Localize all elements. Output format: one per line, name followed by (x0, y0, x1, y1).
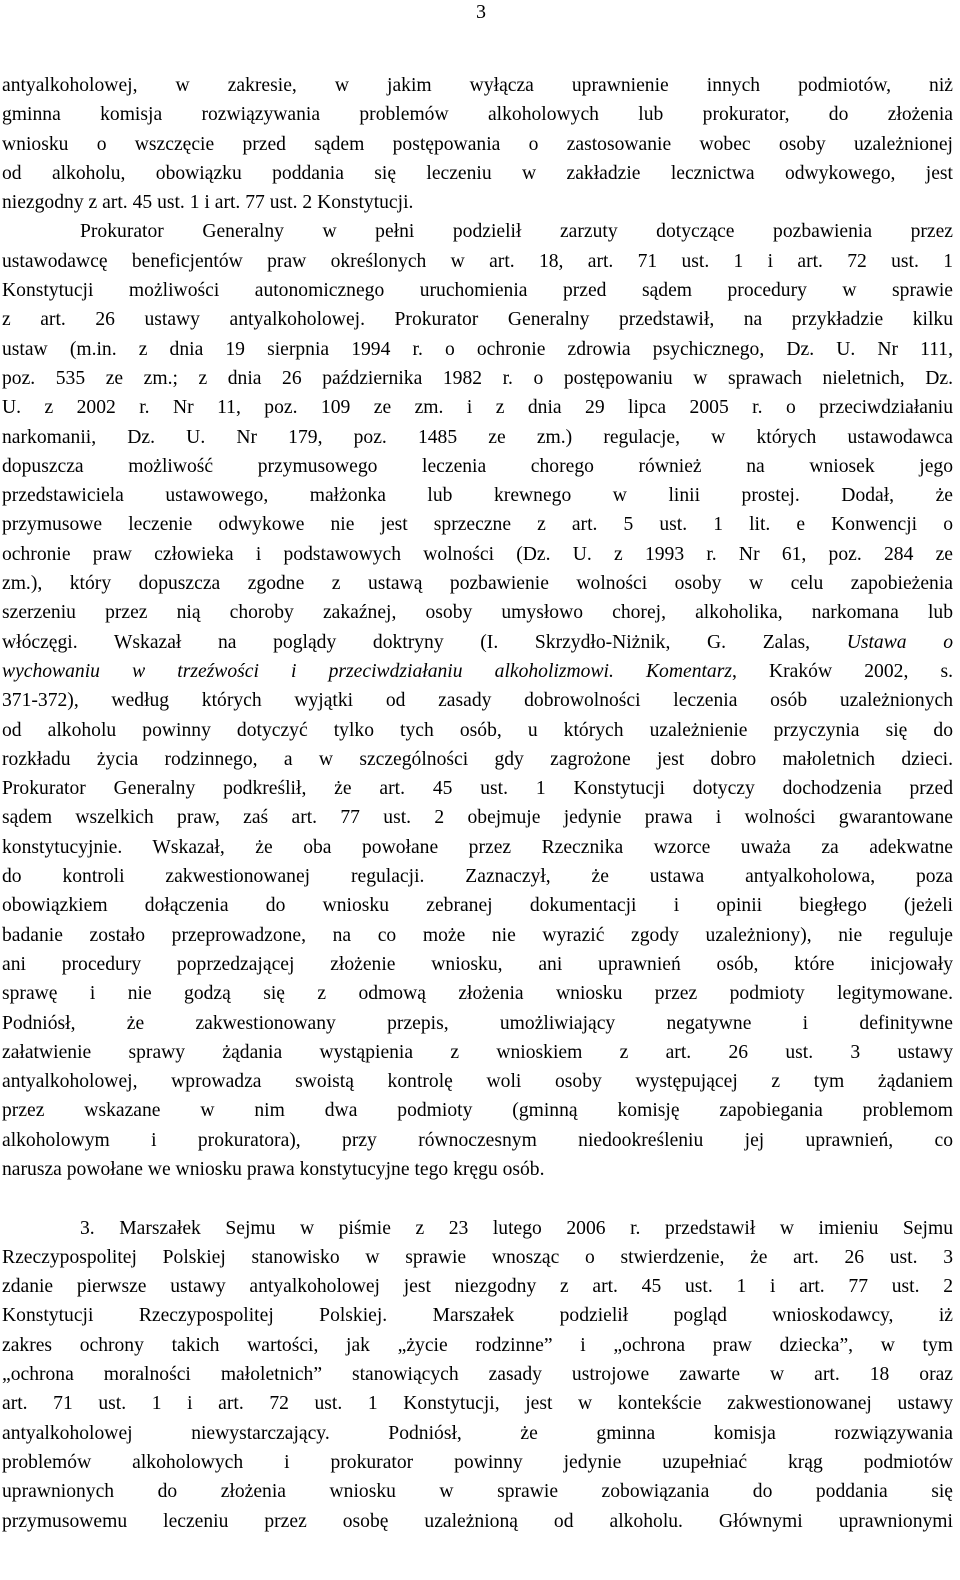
document-body (2, 71, 953, 1536)
paragraph-prosecutor-general (2, 217, 953, 1184)
text-line: ani procedury poprzedzającej złożenie wniosku, ani uprawnień osób, które inicjowały (2, 953, 953, 975)
text-line: „ochrona moralności małoletnich” stanowiących zasady ustrojowe zawarte w art. 18 oraz (2, 1364, 953, 1386)
paragraph-sejm-marshal (2, 1214, 953, 1536)
text-line: narusza powołane we wniosku prawa konstytucyjne tego kręgu osób. (2, 1158, 545, 1180)
text-line: obowiązkiem dołączenia do wniosku zebranej dokumentacji i opinii biegłego (jeżeli (2, 895, 953, 917)
text-line: sprawę i nie godzą się z odmową złożenia wniosku przez podmioty legitymowane. (2, 983, 953, 1005)
paragraph-spacer (2, 1184, 953, 1213)
text-fragment: , Kraków 2002, s. (731, 660, 953, 682)
text-line: przymusowe leczenie odwykowe nie jest sprzeczne z art. 5 ust. 1 lit. e Konwencji o (2, 514, 953, 536)
text-line: wniosku o wszczęcie przed sądem postępowania o zastosowanie wobec osoby uzależnionej (2, 133, 953, 155)
text-line: zakres ochrony takich wartości, jak „życie rodzinne” i „ochrona praw dziecka”, w tym (2, 1334, 953, 1356)
text-line: alkoholowym i prokuratora), przy równoczesnym niedookreśleniu jej uprawnień, co (2, 1129, 953, 1151)
text-line: do kontroli zakwestionowanej regulacji. Zaznaczył, że ustawa antyalkoholowa, poza (2, 866, 953, 888)
text-line: z art. 26 ustawy antyalkoholowej. Prokurator Generalny przedstawił, na przykładzie kilku (2, 309, 953, 331)
text-line: od alkoholu powinny dotyczyć tylko tych osób, u których uzależnienie przyczynia się do (2, 719, 953, 741)
text-line: szerzeniu przez nią choroby zakaźnej, osoby umysłowo chorej, alkoholika, narkomana lub (2, 602, 953, 624)
text-line: antyalkoholowej niewystarczający. Podniósł, że gminna komisja rozwiązywania (2, 1422, 953, 1444)
text-line (2, 628, 953, 657)
text-line: zm.), który dopuszcza zgodne z ustawą pozbawienie wolności osoby w celu zapobieżenia (2, 573, 953, 595)
text-line: badanie zostało przeprowadzone, na co może nie wyrazić zgody uzależniony), nie reguluje (2, 924, 953, 946)
text-line: przedstawiciela ustawowego, małżonka lub krewnego w linii prostej. Dodał, że (2, 485, 953, 507)
text-line: antyalkoholowej, wprowadza swoistą kontrolę woli osoby występującej z tym żądaniem (2, 1071, 953, 1093)
text-line: Prokurator Generalny podkreślił, że art. 45 ust. 1 Konstytucji dotyczy dochodzenia przed (2, 778, 953, 800)
text-line: konstytucyjnie. Wskazał, że oba powołane przez Rzecznika wzorce uważa za adekwatne (2, 836, 953, 858)
text-line: ustaw (m.in. z dnia 19 sierpnia 1994 r. o ochronie zdrowia psychicznego, Dz. U. Nr 111, (2, 338, 953, 360)
text-line: poz. 535 ze zm.; z dnia 26 października 1982 r. o postępowaniu w sprawach nieletnich, Dz. (2, 367, 953, 389)
text-line: od alkoholu, obowiązku poddania się leczeniu w zakładzie lecznictwa odwykowego, jest (2, 162, 953, 184)
text-line: gminna komisja rozwiązywania problemów alkoholowych lub prokurator, do złożenia (2, 104, 953, 126)
page-number: 3 (476, 1, 486, 23)
text-line: ochronie praw człowieka i podstawowych wolności (Dz. U. z 1993 r. Nr 61, poz. 284 ze (2, 543, 953, 565)
book-title-italic: Ustawa o (846, 631, 954, 653)
text-line: Rzeczypospolitej Polskiej stanowisko w sprawie wnosząc o stwierdzenie, że art. 26 ust. 3 (2, 1246, 953, 1268)
text-line: Konstytucji Rzeczypospolitej Polskiej. Marszałek podzielił pogląd wnioskodawcy, iż (2, 1305, 953, 1327)
text-line: niezgodny z art. 45 ust. 1 i art. 77 ust. 2 Konstytucji. (2, 192, 414, 214)
text-line: Prokurator Generalny w pełni podzielił zarzuty dotyczące pozbawienia przez (80, 221, 953, 243)
text-line: uprawnionych do złożenia wniosku w sprawie zobowiązania do poddania się (2, 1481, 953, 1503)
text-line: przez wskazane w nim dwa podmioty (gminną komisję zapobiegania problemom (2, 1100, 953, 1122)
text-line: Konstytucji możliwości autonomicznego uruchomienia przed sądem procedury w sprawie (2, 280, 953, 302)
text-line: Podniósł, że zakwestionowany przepis, umożliwiający negatywne i definitywne (2, 1012, 953, 1034)
text-line: zdanie pierwsze ustawy antyalkoholowej jest niezgodny z art. 45 ust. 1 i art. 77 ust. 2 (2, 1276, 953, 1298)
text-line: problemów alkoholowych i prokurator powinny jedynie uzupełniać krąg podmiotów (2, 1451, 953, 1473)
text-line: 3. Marszałek Sejmu w piśmie z 23 lutego 2006 r. przedstawił w imieniu Sejmu (80, 1217, 953, 1239)
paragraph-continuation (2, 71, 953, 217)
text-line: dopuszcza możliwość przymusowego leczenia chorego również na wniosek jego (2, 455, 953, 477)
text-line: załatwienie sprawy żądania wystąpienia z wnioskiem z art. 26 ust. 3 ustawy (2, 1041, 953, 1063)
book-title-italic: wychowaniu w trzeźwości i przeciwdziałaniu alkoholizmowi. Komentarz (2, 660, 732, 682)
text-line: przymusowemu leczeniu przez osobę uzależnioną od alkoholu. Głównymi uprawnionymi (2, 1510, 953, 1532)
text-line (2, 657, 953, 686)
text-line: narkomanii, Dz. U. Nr 179, poz. 1485 ze zm.) regulacje, w których ustawodawca (2, 426, 953, 448)
text-line: 371-372), według których wyjątki od zasady dobrowolności leczenia osób uzależnionych (2, 690, 953, 712)
text-line: rozkładu życia rodzinnego, a w szczególności gdy zagrożone jest dobro małoletnich dzieci. (2, 748, 953, 770)
text-line: antyalkoholowej, w zakresie, w jakim wyłącza uprawnienie innych podmiotów, niż (2, 75, 953, 96)
text-line: art. 71 ust. 1 i art. 72 ust. 1 Konstytucji, jest w kontekście zakwestionowanej ustawy (2, 1393, 953, 1415)
text-line: U. z 2002 r. Nr 11, poz. 109 ze zm. i z dnia 29 lipca 2005 r. o przeciwdziałaniu (2, 397, 953, 419)
text-line: sądem wszelkich praw, zaś art. 77 ust. 2 obejmuje jedynie prawa i wolności gwarantowane (2, 807, 953, 829)
text-fragment: włóczęgi. Wskazał na poglądy doktryny (I. Skrzydło-Niżnik, G. Zalas, (2, 631, 847, 653)
text-line: ustawodawcę beneficjentów praw określonych w art. 18, art. 71 ust. 1 i art. 72 ust. 1 (2, 250, 953, 272)
